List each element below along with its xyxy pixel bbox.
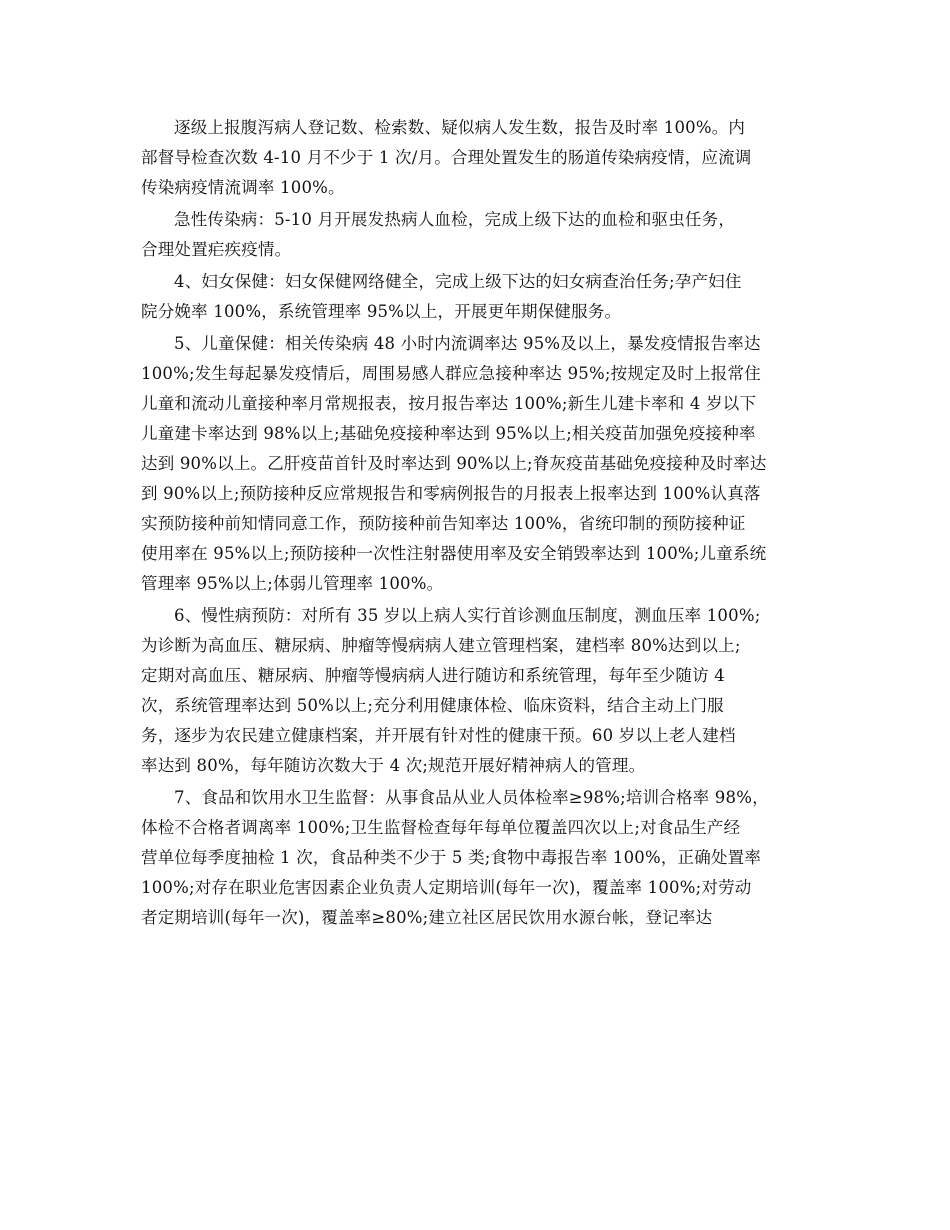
text-line: 为诊断为高血压、糖尿病、肿瘤等慢病病人建立管理档案，建档率 80%达到以上;: [141, 636, 741, 655]
text-line: 体检不合格者调离率 100%;卫生监督检查每年每单位覆盖四次以上;对食品生产经: [141, 818, 741, 837]
text-line: 5、儿童保健：相关传染病 48 小时内流调率达 95%及以上，暴发疫情报告率达: [174, 334, 761, 353]
text-line: 合理处置疟疾疫情。: [141, 240, 292, 259]
text-line: 儿童和流动儿童接种率月常规报表，按月报告率达 100%;新生儿建卡率和 4 岁以下: [141, 394, 757, 413]
paragraph-acute-infectious-disease: [141, 205, 811, 265]
text-line: 到 90%以上;预防接种反应常规报告和零病例报告的月报表上报率达到 100%认真落: [141, 484, 761, 503]
text-line: 4、妇女保健：妇女保健网络健全，完成上级下达的妇女病查治任务;孕产妇住: [174, 272, 742, 291]
text-line: 儿童建卡率达到 98%以上;基础免疫接种率达到 95%以上;相关疫苗加强免疫接种率: [141, 424, 756, 443]
text-line: 者定期培训(每年一次)，覆盖率≥80%;建立社区居民饮用水源台帐，登记率达: [141, 908, 713, 927]
text-line: 定期对高血压、糖尿病、肿瘤等慢病病人进行随访和系统管理，每年至少随访 4: [141, 666, 725, 685]
paragraph-food-water-hygiene: [141, 783, 811, 933]
text-line: 次，系统管理率达到 50%以上;充分利用健康体检、临床资料，结合主动上门服: [141, 696, 724, 715]
text-line: 6、慢性病预防：对所有 35 岁以上病人实行首诊测血压制度，测血压率 100%;: [174, 606, 761, 625]
text-line: 务，逐步为农民建立健康档案，并开展有针对性的健康干预。60 岁以上老人建档: [141, 726, 736, 745]
text-line: 实预防接种前知情同意工作，预防接种前告知率达 100%，省统印制的预防接种证: [141, 514, 746, 533]
paragraph-chronic-disease: [141, 601, 811, 781]
text-line: 逐级上报腹泻病人登记数、检索数、疑似病人发生数，报告及时率 100%。内: [174, 118, 746, 137]
text-line: 管理率 95%以上;体弱儿管理率 100%。: [141, 574, 444, 593]
text-line: 营单位每季度抽检 1 次，食品种类不少于 5 类;食物中毒报告率 100%，正确处置率: [141, 848, 762, 867]
text-line: 达到 90%以上。乙肝疫苗首针及时率达到 90%以上;脊灰疫苗基础免疫接种及时率达: [141, 454, 767, 473]
text-line: 使用率在 95%以上;预防接种一次性注射器使用率及安全销毁率达到 100%;儿童系统: [141, 544, 767, 563]
text-line: 100%;发生每起暴发疫情后，周围易感人群应急接种率达 95%;按规定及时上报常住: [141, 364, 761, 383]
text-line: 部督导检查次数 4-10 月不少于 1 次/月。合理处置发生的肠道传染病疫情，应流调: [141, 148, 752, 167]
paragraph-diarrhea-surveillance: [141, 113, 811, 203]
document-page: [141, 113, 811, 935]
text-line: 7、食品和饮用水卫生监督：从事食品从业人员体检率≥98%;培训合格率 98%，: [174, 788, 769, 807]
text-line: 急性传染病：5-10 月开展发热病人血检，完成上级下达的血检和驱虫任务，: [174, 210, 736, 229]
paragraph-womens-health: [141, 267, 811, 327]
text-line: 院分娩率 100%，系统管理率 95%以上，开展更年期保健服务。: [141, 302, 622, 321]
text-line: 100%;对存在职业危害因素企业负责人定期培训(每年一次)，覆盖率 100%;对劳动: [141, 878, 752, 897]
text-line: 率达到 80%，每年随访次数大于 4 次;规范开展好精神病人的管理。: [141, 756, 646, 775]
paragraph-child-health: [141, 329, 811, 599]
text-line: 传染病疫情流调率 100%。: [141, 178, 345, 197]
